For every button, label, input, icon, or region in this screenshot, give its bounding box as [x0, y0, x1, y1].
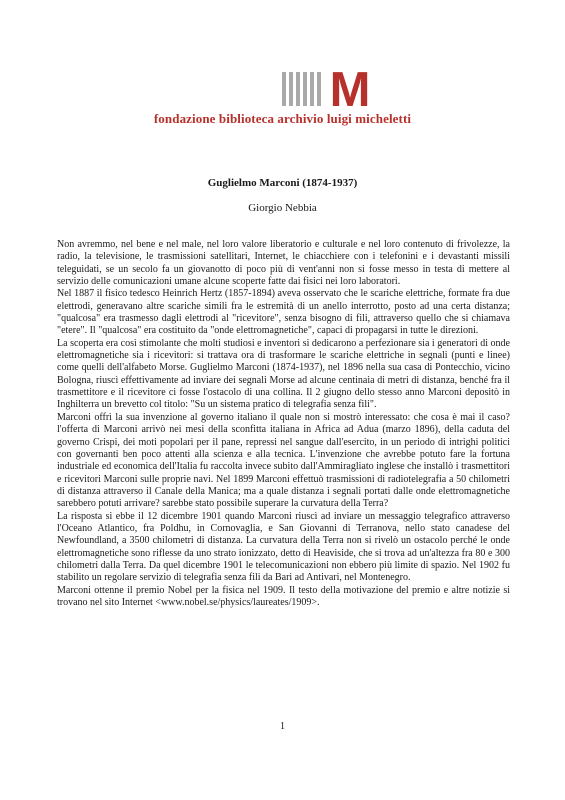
foundation-logo-mark: [282, 70, 370, 108]
document-title: Guglielmo Marconi (1874-1937): [207, 177, 358, 189]
paragraph: La scoperta era così stimolante che molti studiosi e inventori si dedicarono a perfezionare sia i generatori di onde elettromagnetiche sia i ricevitori: si trattava ora di trasformare le scariche elettriche in segnali (punti e linee) come quelli dell'alfabeto Morse. Guglielmo Marconi (1874-1937), nel 1896 nella sua casa di Pontecchio, vicino Bologna, riuscì effettivamente ad inviare dei segnali Morse ad alcune centinaia di metri di distanza, benché fra il trasmettitore e il ricevitore ci fosse l'ostacolo di una collina. Il 2 giugno dello stesso anno Marconi depositò in Inghilterra un brevetto col titolo: "Su un sistema pratico di telegrafia senza fili".: [57, 337, 510, 411]
document-body: [57, 239, 510, 609]
page-number: 1: [280, 721, 285, 732]
document-author: Giorgio Nebbia: [248, 202, 317, 214]
paragraph: Marconi ottenne il premio Nobel per la fisica nel 1909. Il testo della motivazione del premio e altre notizie si trovano nel sito Internet <www.nobel.se/physics/laureates/1909>.: [57, 584, 510, 608]
foundation-logo: [0, 70, 565, 130]
paragraph: Non avremmo, nel bene e nel male, nel loro valore liberatorio e culturale e nel loro contenuto di frivolezze, la radio, la televisione, le trasmissioni satellitari, Internet, le chiacchiere con i telefonini e i devastanti missili teleguidati, se un secolo fa un giovanotto di poco più di vent'anni non si fosse messo in testa di mettere al servizio delle comunicazioni umane alcune scoperte fatte dai fisici nei loro laboratori.: [57, 239, 510, 288]
logo-text: fondazione biblioteca archivio luigi micheletti: [153, 111, 412, 126]
paragraph: Marconi offrì la sua invenzione al governo italiano il quale non si mostrò interessato: che cosa è mai il caso? l'offerta di Marconi arrivò nei mesi della sconfitta italiana in Africa ad Adua (marzo 1896), della caduta del governo Crispi, dei moti popolari per il pane, repressi nel sangue dall'esercito, in un periodo di intrighi politici con governanti ben poco attenti alla scienza e alla tecnica. L'invenzione che avrebbe potuto fare la fortuna industriale ed economica dell'Italia fu raccolta invece subito dall'Ammiragliato inglese che installò i trasmettitori e ricevitori Marconi sulle proprie navi. Nel 1899 Marconi effettuò trasmissioni di radiotelegrafia a 50 chilometri di distanza attraverso il Canale della Manica; ma a quale distanza i segnali portati dalle onde elettromagnetiche sarebbero potuti arrivare? sarebbe stato possibile superare la curvatura della Terra?: [57, 411, 510, 510]
logo-letter: M: [329, 70, 369, 108]
paragraph: La risposta si ebbe il 12 dicembre 1901 quando Marconi riuscì ad inviare un messaggio telegrafico attraverso l'Oceano Atlantico, fra Poldhu, in Cornovaglia, e San Giovanni di Terranova, nello stato canadese del Newfoundland, a 3500 chilometri di distanza. La curvatura della Terra non si rivelò un ostacolo perché le onde elettromagnetiche sono riflesse da uno strato ionizzato, detto di Heaviside, che si trova ad un'altezza fra 80 e 300 chilometri dalla Terra. Da quel dicembre 1901 le telecomunicazioni non ebbero più limite di spazio. Nel 1902 fu stabilito un regolare servizio di telegrafia senza fili da Bari ad Antivari, nel Montenegro.: [57, 510, 510, 584]
paragraph: Nel 1887 il fisico tedesco Heinrich Hertz (1857-1894) aveva osservato che le scariche elettriche, formate fra due elettrodi, generavano altre scariche simili fra le estremità di un anello interrotto, posto ad una certa distanza; "qualcosa" era trasmesso dagli elettrodi al "ricevitore", senza bisogno di fili, attraverso quello che si chiamava "etere". Il "qualcosa" era costituito da "onde elettromagnetiche", capaci di propagarsi in tutte le direzioni.: [57, 288, 510, 337]
